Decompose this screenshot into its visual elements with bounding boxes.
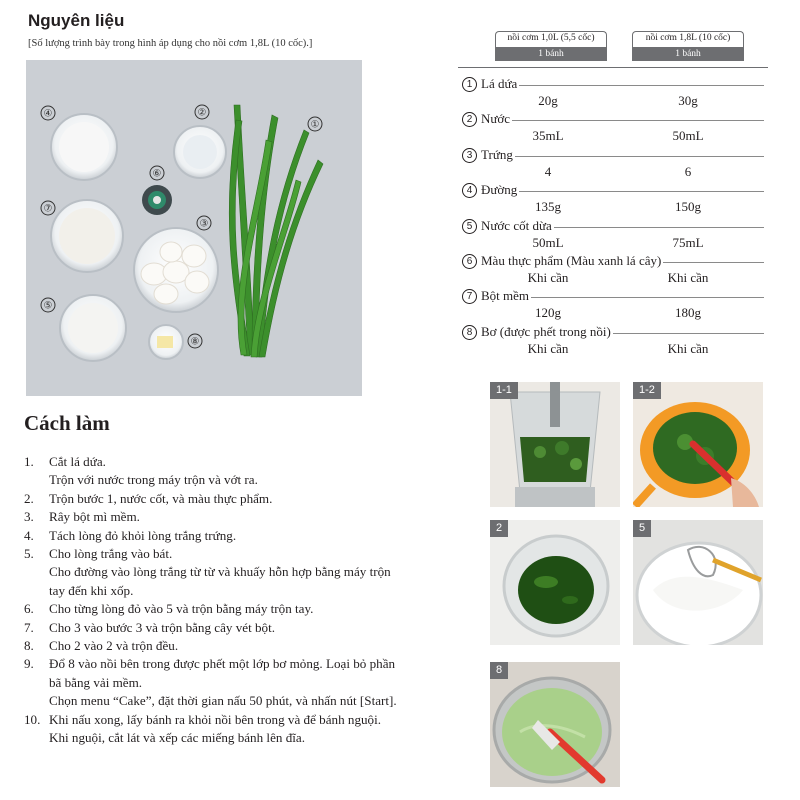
- step-photo-1-2: [633, 382, 763, 507]
- qty-18l: 30g: [678, 93, 698, 108]
- ingredient-number: 3: [462, 148, 477, 163]
- qty-18l: 50mL: [672, 128, 704, 143]
- step-9: [24, 655, 474, 710]
- cooker-1l-unit: 1 bánh: [495, 47, 607, 61]
- step-number: 3.: [24, 509, 34, 525]
- method-title: Cách làm: [24, 411, 110, 435]
- step-photo-label: 5: [633, 520, 651, 537]
- ingredient-number: 4: [462, 183, 477, 198]
- marker-6: ⑥: [152, 168, 162, 180]
- ingredient-row-eggs: [462, 147, 764, 183]
- step-text: bã bằng vải mềm.: [49, 674, 143, 690]
- step-photo-label: 1-1: [490, 382, 518, 399]
- step-text: Khi nấu xong, lấy bánh ra khỏi nồi bên trong và để bánh nguội.: [49, 711, 382, 727]
- step-2: [24, 490, 474, 508]
- ingredient-row-flour: [462, 288, 764, 324]
- ingredient-name: Nước cốt dừa: [481, 218, 552, 233]
- step-10: [24, 711, 474, 748]
- ingredients-title: Nguyên liệu: [28, 11, 125, 30]
- ingredient-number: 1: [462, 77, 477, 92]
- step-photo-5: [633, 520, 763, 645]
- ingredient-number: 2: [462, 112, 477, 127]
- ingredient-row-food-colour: [462, 253, 764, 289]
- ingredient-row-pandan: [462, 76, 764, 112]
- ingredient-row-butter: [462, 324, 764, 360]
- step-5: [24, 545, 474, 600]
- step-number: 1.: [24, 454, 34, 469]
- cooker-18l-header: [632, 31, 744, 61]
- step-text: Đổ 8 vào nồi bên trong được phết một lớp bơ mỏng. Loại bỏ phần: [49, 656, 396, 672]
- qty-18l: 6: [684, 164, 692, 179]
- ingredient-number: 7: [462, 289, 477, 304]
- step-text: Cho 3 vào bước 3 và trộn bằng cây vét bột.: [49, 619, 276, 635]
- step-number: 9.: [24, 656, 34, 672]
- step-number: 5.: [24, 546, 34, 562]
- ingredient-row-coconut-milk: [462, 218, 764, 254]
- ingredient-row-sugar: [462, 182, 764, 218]
- step-8: [24, 637, 474, 655]
- marker-4: ④: [43, 108, 53, 120]
- qty-18l: 180g: [675, 305, 701, 320]
- step-photo-2: [490, 520, 620, 645]
- step-photo-8: [490, 662, 620, 787]
- step-text: Cho từng lòng đỏ vào 5 và trộn bằng máy trộn tay.: [49, 601, 314, 617]
- step-text: Tách lòng đỏ khỏi lòng trắng trứng.: [49, 527, 237, 543]
- marker-7: ⑦: [43, 203, 53, 215]
- qty-18l: 75mL: [672, 235, 704, 250]
- ingredient-name: Bột mềm: [481, 288, 530, 303]
- table-rule: [458, 67, 768, 68]
- ingredient-name: Nước: [481, 111, 511, 126]
- step-text: Trộn bước 1, nước cốt, và màu thực phẩm.: [49, 490, 273, 506]
- ingredients-illustration: [26, 60, 362, 396]
- step-number: 10.: [24, 711, 41, 727]
- ingredient-number: 5: [462, 219, 477, 234]
- qty-18l: Khi cần: [667, 270, 709, 285]
- ingredients-note: [Số lượng trình bày trong hình áp dụng cho nồi cơm 1,8L (10 cốc).]: [28, 38, 313, 49]
- step-number: 4.: [24, 527, 34, 543]
- step-text: Cho 2 vào 2 và trộn đều.: [49, 638, 179, 654]
- qty-1l: Khi cần: [527, 270, 569, 285]
- qty-1l: 120g: [535, 305, 561, 320]
- marker-3: ③: [199, 218, 209, 230]
- ingredient-name: Màu thực phẩm (Màu xanh lá cây): [481, 253, 662, 268]
- ingredients-photo: [26, 60, 362, 396]
- marker-8: ⑧: [190, 336, 200, 348]
- marker-5: ⑤: [43, 300, 53, 312]
- step-number: 8.: [24, 638, 34, 654]
- step-text: Cắt lá dứa.: [49, 454, 106, 469]
- qty-1l: 4: [544, 164, 552, 179]
- step-4: [24, 527, 474, 545]
- ingredient-row-water: [462, 111, 764, 147]
- step-7: [24, 619, 474, 637]
- ingredient-name: Lá dứa: [481, 76, 518, 91]
- method-steps: [24, 453, 474, 748]
- qty-1l: 50mL: [532, 235, 564, 250]
- step-text: Chọn menu “Cake”, đặt thời gian nấu 50 phút, và nhấn nút [Start].: [49, 693, 397, 709]
- step-photo-label: 2: [490, 520, 508, 537]
- qty-1l: Khi cần: [527, 341, 569, 356]
- marker-1: ①: [310, 119, 320, 131]
- ingredient-name: Đường: [481, 182, 518, 197]
- ingredient-name: Trứng: [481, 147, 513, 162]
- step-text: Khi nguội, cắt lát và xếp các miếng bánh lên đĩa.: [49, 730, 305, 746]
- qty-1l: 135g: [535, 199, 561, 214]
- step-number: 7.: [24, 619, 34, 635]
- qty-18l: 150g: [675, 199, 701, 214]
- ingredient-number: 6: [462, 254, 477, 269]
- step-number: 2.: [24, 490, 34, 506]
- qty-18l: Khi cần: [667, 341, 709, 356]
- qty-1l: 35mL: [532, 128, 564, 143]
- step-text: Trộn với nước trong máy trộn và vớt ra.: [49, 472, 258, 488]
- step-photo-label: 1-2: [633, 382, 661, 399]
- step-text: Cho đường vào lòng trắng từ từ và khuấy hỗn hợp bằng máy trộn: [49, 564, 391, 580]
- cooker-1l-label: nồi cơm 1,0L (5,5 cốc): [495, 31, 607, 47]
- step-3: [24, 508, 474, 526]
- ingredient-number: 8: [462, 325, 477, 340]
- step-photo-1-1: [490, 382, 620, 507]
- step-1: [24, 453, 474, 490]
- ingredient-name: Bơ (được phết trong nồi): [481, 324, 611, 339]
- marker-2: ②: [197, 107, 207, 119]
- step-6: [24, 600, 474, 618]
- cooker-1l-header: [495, 31, 607, 61]
- cooker-18l-label: nồi cơm 1,8L (10 cốc): [632, 31, 744, 47]
- step-photo-label: 8: [490, 662, 508, 679]
- step-text: Cho lòng trắng vào bát.: [49, 546, 173, 562]
- step-number: 6.: [24, 601, 34, 617]
- step-text: Rây bột mì mềm.: [49, 509, 140, 525]
- qty-1l: 20g: [538, 93, 558, 108]
- step-text: tay đến khi xốp.: [49, 582, 134, 598]
- cooker-18l-unit: 1 bánh: [632, 47, 744, 61]
